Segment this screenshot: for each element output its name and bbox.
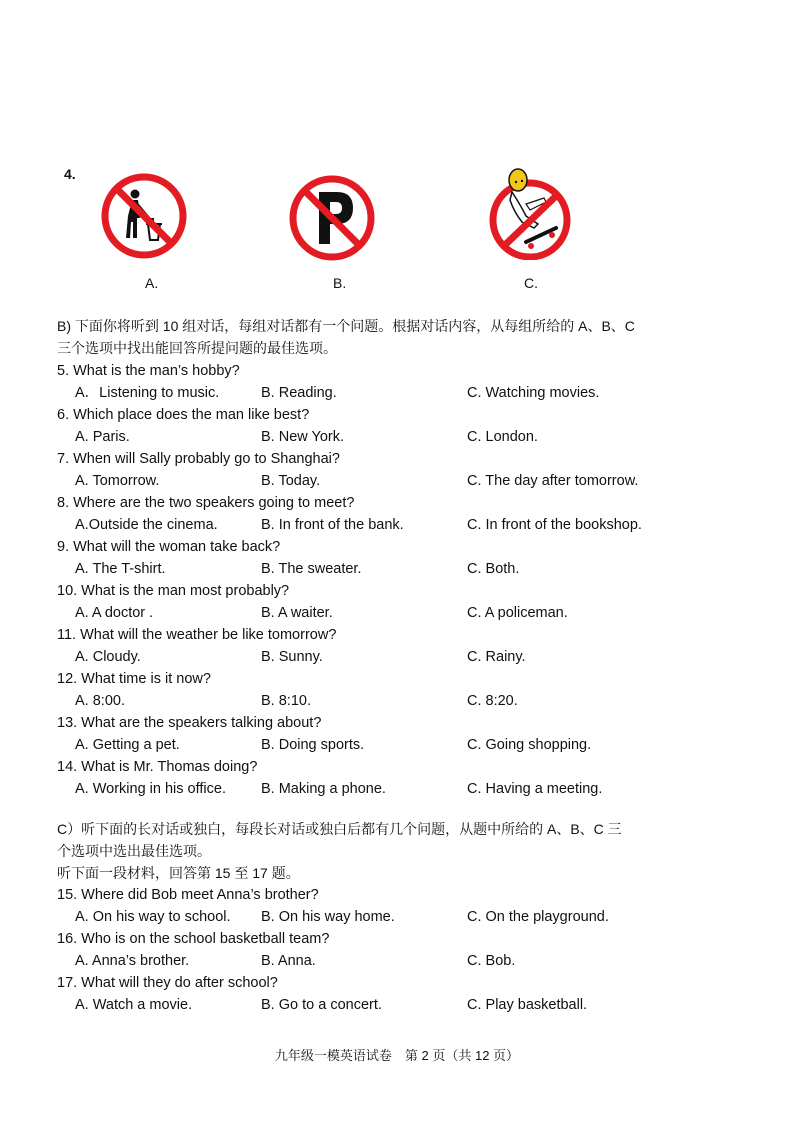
section-c-instruction-line-1: C）听下面的长对话或独白，每段长对话或独白后都有几个问题，从题中所给的 A、B、C 三	[57, 821, 622, 837]
option-c[interactable]: C. Play basketball.	[467, 997, 588, 1013]
section-b-questions	[57, 360, 777, 800]
no-skateboarding-icon	[486, 164, 576, 260]
no-littering-icon	[99, 172, 189, 260]
question-15	[57, 884, 777, 906]
option-c[interactable]: C. A policeman.	[467, 605, 568, 621]
question-text: 13. What are the speakers talking about?	[57, 715, 322, 731]
option-a[interactable]: A. Paris.	[75, 429, 130, 445]
question-13	[57, 712, 777, 734]
question-12-options	[57, 690, 777, 712]
option-c[interactable]: C. In front of the bookshop.	[467, 517, 642, 533]
question-text: 15. Where did Bob meet Anna’s brother?	[57, 887, 319, 903]
question-text: 8. Where are the two speakers going to meet?	[57, 495, 355, 511]
option-b[interactable]: B. Today.	[261, 473, 321, 489]
option-a[interactable]: A. Getting a pet.	[75, 737, 180, 753]
question-text: 10. What is the man most probably?	[57, 583, 290, 599]
question-14	[57, 756, 777, 778]
option-c[interactable]: C. Rainy.	[467, 649, 526, 665]
question-text: 17. What will they do after school?	[57, 975, 278, 991]
question-text: 14. What is Mr. Thomas doing?	[57, 759, 258, 775]
question-text: 12. What time is it now?	[57, 671, 211, 687]
option-a[interactable]: A. Working in his office.	[75, 781, 226, 797]
option-c[interactable]: C. Having a meeting.	[467, 781, 603, 797]
section-c-questions	[57, 884, 777, 1016]
question-5-options	[57, 382, 777, 404]
option-b[interactable]: B. The sweater.	[261, 561, 362, 577]
option-a[interactable]: A．Listening to music.	[75, 385, 220, 401]
question-7	[57, 448, 777, 470]
question-9-options	[57, 558, 777, 580]
question-6	[57, 404, 777, 426]
option-a-label: A.	[145, 275, 159, 291]
question-9	[57, 536, 777, 558]
option-a[interactable]: A. Tomorrow.	[75, 473, 160, 489]
option-b[interactable]: B. Reading.	[261, 385, 337, 401]
option-b[interactable]: B. In front of the bank.	[261, 517, 404, 533]
no-parking-icon	[287, 174, 377, 262]
option-b[interactable]: B. Sunny.	[261, 649, 323, 665]
option-a[interactable]: A. On his way to school.	[75, 909, 231, 925]
option-c[interactable]: C. The day after tomorrow.	[467, 473, 639, 489]
option-b[interactable]: B. Go to a concert.	[261, 997, 382, 1013]
question-8-options	[57, 514, 777, 536]
question-16-options	[57, 950, 777, 972]
section-c-instructions	[57, 818, 677, 884]
option-a[interactable]: A. A doctor .	[75, 605, 154, 621]
question-7-options	[57, 470, 777, 492]
option-a[interactable]: A. The T-shirt.	[75, 561, 166, 577]
option-c[interactable]: C. London.	[467, 429, 538, 445]
question-17	[57, 972, 777, 994]
question-8	[57, 492, 777, 514]
question-text: 7. When will Sally probably go to Shanghai?	[57, 451, 340, 467]
question-11-options	[57, 646, 777, 668]
question-text: 6. Which place does the man like best?	[57, 407, 310, 423]
section-b-instruction-line-1: B) 下面你将听到 10 组对话，每组对话都有一个问题。根据对话内容，从每组所给的 A、B、C	[57, 318, 635, 334]
page-footer: 九年级一模英语试卷 第 2 页（共 12 页）	[274, 1048, 520, 1063]
option-b[interactable]: B. Making a phone.	[261, 781, 386, 797]
option-c[interactable]: C. Both.	[467, 561, 520, 577]
question-text: 11. What will the weather be like tomorrow?	[57, 627, 337, 643]
question-14-options	[57, 778, 777, 800]
section-b-instruction-line-2: 三个选项中找出能回答所提问题的最佳选项。	[57, 340, 337, 356]
question-4-number: 4.	[64, 166, 76, 182]
option-c[interactable]: C. On the playground.	[467, 909, 609, 925]
option-b[interactable]: B. New York.	[261, 429, 345, 445]
option-b[interactable]: B. Anna.	[261, 953, 316, 969]
question-text: 16. Who is on the school basketball team?	[57, 931, 330, 947]
option-a[interactable]: A.Outside the cinema.	[75, 517, 218, 533]
option-c[interactable]: C. Bob.	[467, 953, 516, 969]
question-12	[57, 668, 777, 690]
option-b[interactable]: B. 8:10.	[261, 693, 311, 709]
option-b-label: B.	[333, 275, 347, 291]
option-c[interactable]: C. Going shopping.	[467, 737, 592, 753]
section-b-instructions	[57, 315, 677, 359]
option-a[interactable]: A. Watch a movie.	[75, 997, 193, 1013]
question-6-options	[57, 426, 777, 448]
option-a[interactable]: A. Anna’s brother.	[75, 953, 190, 969]
question-11	[57, 624, 777, 646]
question-10-options	[57, 602, 777, 624]
section-c-instruction-line-3: 听下面一段材料，回答第 15 至 17 题。	[57, 865, 300, 881]
option-b[interactable]: B. On his way home.	[261, 909, 395, 925]
option-c[interactable]: C. 8:20.	[467, 693, 518, 709]
question-13-options	[57, 734, 777, 756]
question-5	[57, 360, 777, 382]
option-c-label: C.	[524, 275, 538, 291]
option-b[interactable]: B. Doing sports.	[261, 737, 365, 753]
option-a[interactable]: A. 8:00.	[75, 693, 125, 709]
option-b[interactable]: B. A waiter.	[261, 605, 333, 621]
question-text: 9. What will the woman take back?	[57, 539, 281, 555]
option-a[interactable]: A. Cloudy.	[75, 649, 141, 665]
question-17-options	[57, 994, 777, 1016]
section-c-instruction-line-2: 个选项中选出最佳选项。	[57, 843, 211, 859]
question-16	[57, 928, 777, 950]
question-10	[57, 580, 777, 602]
question-15-options	[57, 906, 777, 928]
question-text: 5. What is the man’s hobby?	[57, 363, 240, 379]
option-c[interactable]: C. Watching movies.	[467, 385, 600, 401]
